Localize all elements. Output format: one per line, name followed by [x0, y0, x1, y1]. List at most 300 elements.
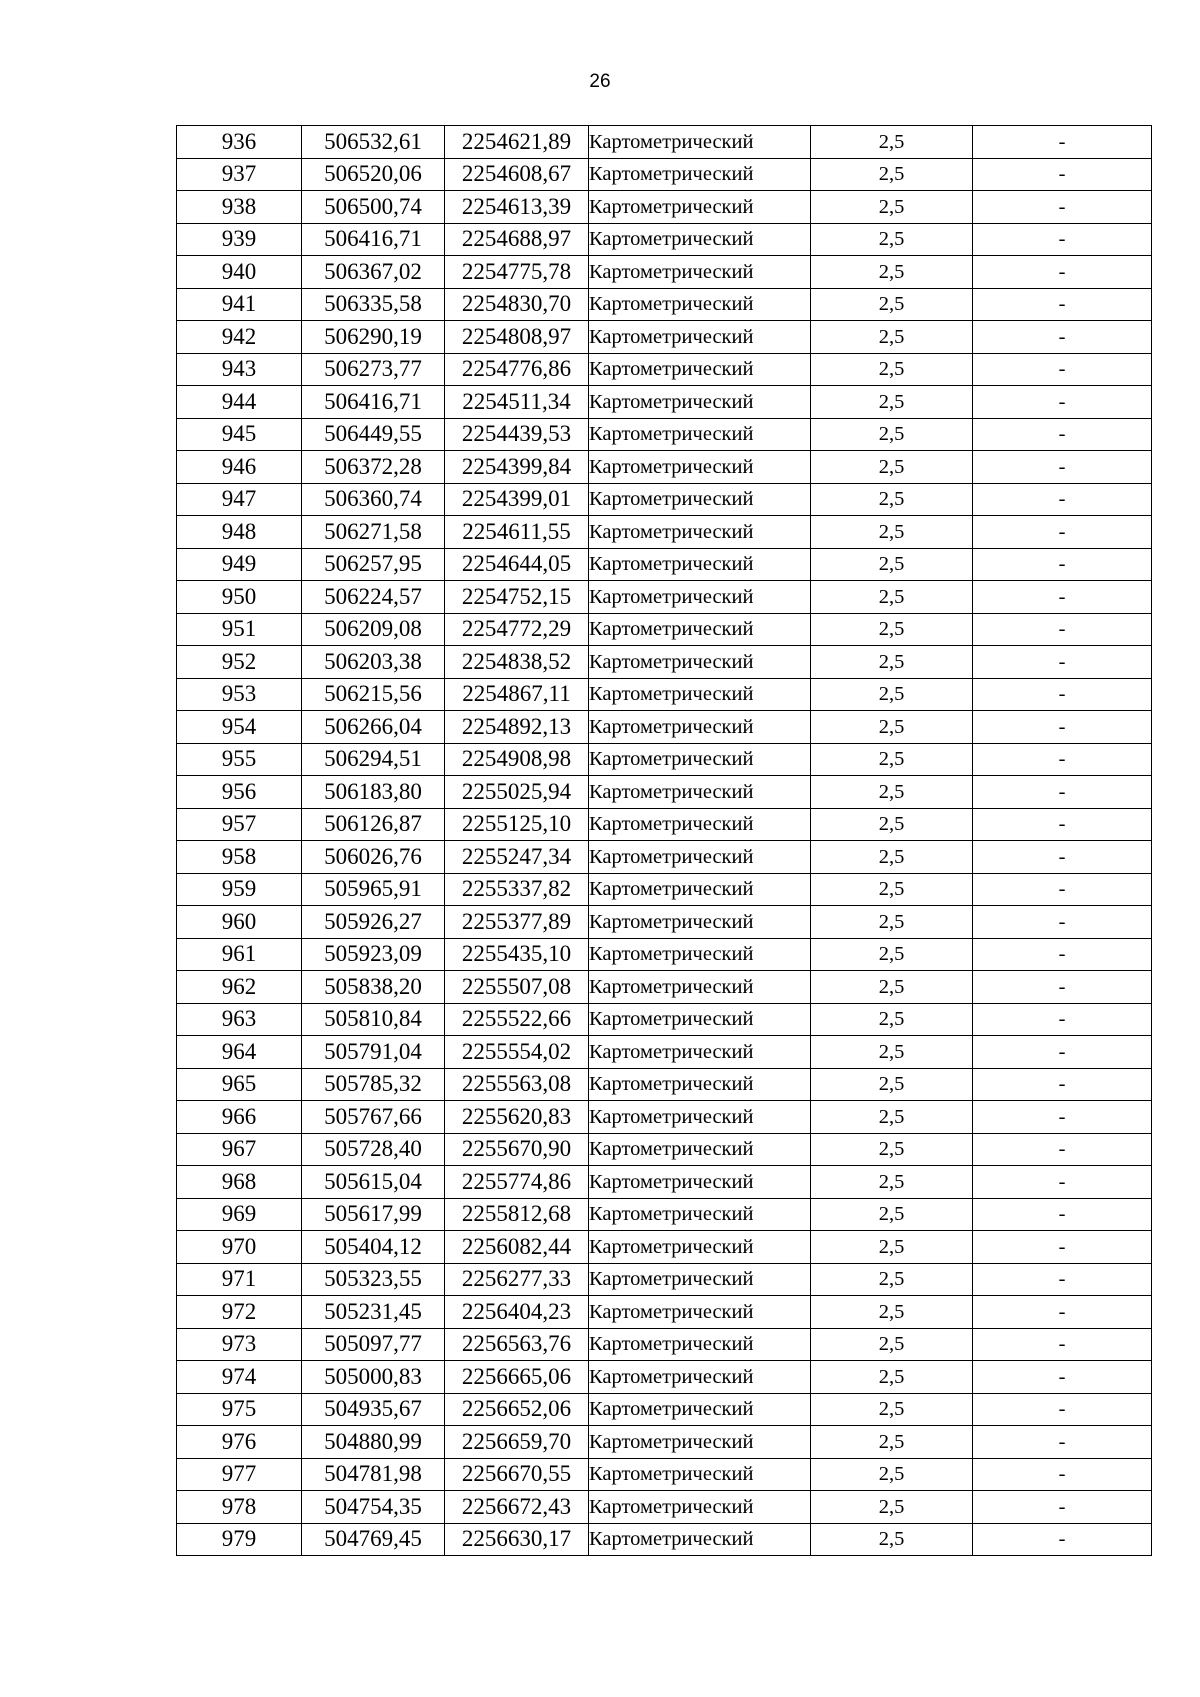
description-cell: - — [973, 223, 1152, 256]
method-cell: Картометрический — [589, 938, 811, 971]
y-coordinate-cell: 2255812,68 — [445, 1198, 589, 1231]
page-number: 26 — [589, 71, 611, 92]
precision-cell: 2,5 — [811, 1328, 973, 1361]
precision-cell: 2,5 — [811, 451, 973, 484]
method-cell: Картометрический — [589, 1523, 811, 1556]
x-coordinate-cell: 505767,66 — [302, 1101, 445, 1134]
precision-cell: 2,5 — [811, 646, 973, 679]
precision-cell: 2,5 — [811, 613, 973, 646]
method-cell: Картометрический — [589, 1101, 811, 1134]
x-coordinate-cell: 506372,28 — [302, 451, 445, 484]
point-number-cell: 976 — [177, 1426, 302, 1459]
point-number-cell: 945 — [177, 418, 302, 451]
precision-cell: 2,5 — [811, 158, 973, 191]
table-row — [177, 743, 1152, 776]
precision-cell: 2,5 — [811, 711, 973, 744]
table-row — [177, 581, 1152, 614]
method-cell: Картометрический — [589, 1458, 811, 1491]
method-cell: Картометрический — [589, 353, 811, 386]
precision-cell: 2,5 — [811, 1263, 973, 1296]
precision-cell: 2,5 — [811, 126, 973, 159]
description-cell: - — [973, 1491, 1152, 1524]
point-number-cell: 964 — [177, 1036, 302, 1069]
precision-cell: 2,5 — [811, 1361, 973, 1394]
precision-cell: 2,5 — [811, 353, 973, 386]
x-coordinate-cell: 506224,57 — [302, 581, 445, 614]
table-row — [177, 418, 1152, 451]
x-coordinate-cell: 504769,45 — [302, 1523, 445, 1556]
x-coordinate-cell: 506367,02 — [302, 256, 445, 289]
method-cell: Картометрический — [589, 776, 811, 809]
method-cell: Картометрический — [589, 1328, 811, 1361]
method-cell: Картометрический — [589, 743, 811, 776]
point-number-cell: 971 — [177, 1263, 302, 1296]
point-number-cell: 961 — [177, 938, 302, 971]
point-number-cell: 948 — [177, 516, 302, 549]
precision-cell: 2,5 — [811, 581, 973, 614]
description-cell: - — [973, 1263, 1152, 1296]
x-coordinate-cell: 505615,04 — [302, 1166, 445, 1199]
precision-cell: 2,5 — [811, 1393, 973, 1426]
y-coordinate-cell: 2254399,84 — [445, 451, 589, 484]
table-row — [177, 288, 1152, 321]
point-number-cell: 952 — [177, 646, 302, 679]
table-row — [177, 158, 1152, 191]
precision-cell: 2,5 — [811, 1426, 973, 1459]
precision-cell: 2,5 — [811, 223, 973, 256]
x-coordinate-cell: 506183,80 — [302, 776, 445, 809]
precision-cell: 2,5 — [811, 483, 973, 516]
y-coordinate-cell: 2256277,33 — [445, 1263, 589, 1296]
y-coordinate-cell: 2255774,86 — [445, 1166, 589, 1199]
description-cell: - — [973, 971, 1152, 1004]
method-cell: Картометрический — [589, 1133, 811, 1166]
method-cell: Картометрический — [589, 158, 811, 191]
table-row — [177, 1133, 1152, 1166]
table-row — [177, 516, 1152, 549]
point-number-cell: 949 — [177, 548, 302, 581]
precision-cell: 2,5 — [811, 1296, 973, 1329]
description-cell: - — [973, 1198, 1152, 1231]
y-coordinate-cell: 2255125,10 — [445, 808, 589, 841]
method-cell: Картометрический — [589, 1361, 811, 1394]
y-coordinate-cell: 2255337,82 — [445, 873, 589, 906]
y-coordinate-cell: 2254608,67 — [445, 158, 589, 191]
x-coordinate-cell: 506520,06 — [302, 158, 445, 191]
table-row — [177, 1231, 1152, 1264]
y-coordinate-cell: 2254644,05 — [445, 548, 589, 581]
description-cell: - — [973, 873, 1152, 906]
x-coordinate-cell: 504880,99 — [302, 1426, 445, 1459]
y-coordinate-cell: 2255025,94 — [445, 776, 589, 809]
method-cell: Картометрический — [589, 711, 811, 744]
point-number-cell: 940 — [177, 256, 302, 289]
point-number-cell: 962 — [177, 971, 302, 1004]
precision-cell: 2,5 — [811, 873, 973, 906]
method-cell: Картометрический — [589, 841, 811, 874]
precision-cell: 2,5 — [811, 1523, 973, 1556]
description-cell: - — [973, 938, 1152, 971]
precision-cell: 2,5 — [811, 516, 973, 549]
y-coordinate-cell: 2256665,06 — [445, 1361, 589, 1394]
point-number-cell: 967 — [177, 1133, 302, 1166]
x-coordinate-cell: 505926,27 — [302, 906, 445, 939]
description-cell: - — [973, 1166, 1152, 1199]
y-coordinate-cell: 2256082,44 — [445, 1231, 589, 1264]
x-coordinate-cell: 505791,04 — [302, 1036, 445, 1069]
table-row — [177, 353, 1152, 386]
table-row — [177, 1036, 1152, 1069]
table-row — [177, 1263, 1152, 1296]
point-number-cell: 947 — [177, 483, 302, 516]
x-coordinate-cell: 505097,77 — [302, 1328, 445, 1361]
method-cell: Картометрический — [589, 581, 811, 614]
x-coordinate-cell: 505838,20 — [302, 971, 445, 1004]
method-cell: Картометрический — [589, 1491, 811, 1524]
description-cell: - — [973, 126, 1152, 159]
method-cell: Картометрический — [589, 548, 811, 581]
point-number-cell: 955 — [177, 743, 302, 776]
description-cell: - — [973, 1458, 1152, 1491]
y-coordinate-cell: 2255247,34 — [445, 841, 589, 874]
description-cell: - — [973, 1231, 1152, 1264]
point-number-cell: 937 — [177, 158, 302, 191]
x-coordinate-cell: 506209,08 — [302, 613, 445, 646]
table-row — [177, 711, 1152, 744]
x-coordinate-cell: 506416,71 — [302, 386, 445, 419]
description-cell: - — [973, 483, 1152, 516]
table-row — [177, 613, 1152, 646]
x-coordinate-cell: 506203,38 — [302, 646, 445, 679]
precision-cell: 2,5 — [811, 906, 973, 939]
table-row — [177, 646, 1152, 679]
x-coordinate-cell: 505323,55 — [302, 1263, 445, 1296]
y-coordinate-cell: 2254892,13 — [445, 711, 589, 744]
description-cell: - — [973, 158, 1152, 191]
x-coordinate-cell: 506271,58 — [302, 516, 445, 549]
description-cell: - — [973, 321, 1152, 354]
point-number-cell: 938 — [177, 191, 302, 224]
description-cell: - — [973, 1068, 1152, 1101]
y-coordinate-cell: 2254772,29 — [445, 613, 589, 646]
x-coordinate-cell: 505000,83 — [302, 1361, 445, 1394]
table-row — [177, 1361, 1152, 1394]
x-coordinate-cell: 504935,67 — [302, 1393, 445, 1426]
precision-cell: 2,5 — [811, 1491, 973, 1524]
table-row — [177, 873, 1152, 906]
table-row — [177, 1523, 1152, 1556]
point-number-cell: 965 — [177, 1068, 302, 1101]
table-row — [177, 548, 1152, 581]
point-number-cell: 936 — [177, 126, 302, 159]
point-number-cell: 957 — [177, 808, 302, 841]
method-cell: Картометрический — [589, 1231, 811, 1264]
precision-cell: 2,5 — [811, 1231, 973, 1264]
y-coordinate-cell: 2254775,78 — [445, 256, 589, 289]
method-cell: Картометрический — [589, 1296, 811, 1329]
table-row — [177, 971, 1152, 1004]
description-cell: - — [973, 906, 1152, 939]
y-coordinate-cell: 2256672,43 — [445, 1491, 589, 1524]
method-cell: Картометрический — [589, 873, 811, 906]
description-cell: - — [973, 646, 1152, 679]
x-coordinate-cell: 506290,19 — [302, 321, 445, 354]
point-number-cell: 946 — [177, 451, 302, 484]
point-number-cell: 973 — [177, 1328, 302, 1361]
x-coordinate-cell: 505923,09 — [302, 938, 445, 971]
precision-cell: 2,5 — [811, 386, 973, 419]
description-cell: - — [973, 776, 1152, 809]
x-coordinate-cell: 505810,84 — [302, 1003, 445, 1036]
point-number-cell: 977 — [177, 1458, 302, 1491]
precision-cell: 2,5 — [811, 841, 973, 874]
y-coordinate-cell: 2254908,98 — [445, 743, 589, 776]
y-coordinate-cell: 2254838,52 — [445, 646, 589, 679]
y-coordinate-cell: 2256659,70 — [445, 1426, 589, 1459]
x-coordinate-cell: 505965,91 — [302, 873, 445, 906]
table-row — [177, 906, 1152, 939]
precision-cell: 2,5 — [811, 776, 973, 809]
method-cell: Картометрический — [589, 386, 811, 419]
description-cell: - — [973, 743, 1152, 776]
method-cell: Картометрический — [589, 1263, 811, 1296]
table-row — [177, 451, 1152, 484]
y-coordinate-cell: 2254399,01 — [445, 483, 589, 516]
precision-cell: 2,5 — [811, 191, 973, 224]
description-cell: - — [973, 678, 1152, 711]
x-coordinate-cell: 506026,76 — [302, 841, 445, 874]
y-coordinate-cell: 2255670,90 — [445, 1133, 589, 1166]
description-cell: - — [973, 1328, 1152, 1361]
precision-cell: 2,5 — [811, 678, 973, 711]
description-cell: - — [973, 353, 1152, 386]
description-cell: - — [973, 1101, 1152, 1134]
precision-cell: 2,5 — [811, 743, 973, 776]
y-coordinate-cell: 2254439,53 — [445, 418, 589, 451]
table-row — [177, 1198, 1152, 1231]
method-cell: Картометрический — [589, 418, 811, 451]
point-number-cell: 950 — [177, 581, 302, 614]
point-number-cell: 972 — [177, 1296, 302, 1329]
precision-cell: 2,5 — [811, 808, 973, 841]
table-row — [177, 256, 1152, 289]
point-number-cell: 974 — [177, 1361, 302, 1394]
y-coordinate-cell: 2256563,76 — [445, 1328, 589, 1361]
y-coordinate-cell: 2255620,83 — [445, 1101, 589, 1134]
description-cell: - — [973, 191, 1152, 224]
x-coordinate-cell: 506215,56 — [302, 678, 445, 711]
precision-cell: 2,5 — [811, 321, 973, 354]
description-cell: - — [973, 516, 1152, 549]
description-cell: - — [973, 841, 1152, 874]
table-row — [177, 1166, 1152, 1199]
method-cell: Картометрический — [589, 288, 811, 321]
y-coordinate-cell: 2255507,08 — [445, 971, 589, 1004]
precision-cell: 2,5 — [811, 1101, 973, 1134]
description-cell: - — [973, 386, 1152, 419]
description-cell: - — [973, 711, 1152, 744]
table-row — [177, 808, 1152, 841]
y-coordinate-cell: 2254808,97 — [445, 321, 589, 354]
description-cell: - — [973, 1393, 1152, 1426]
description-cell: - — [973, 418, 1152, 451]
precision-cell: 2,5 — [811, 418, 973, 451]
x-coordinate-cell: 505404,12 — [302, 1231, 445, 1264]
x-coordinate-cell: 505785,32 — [302, 1068, 445, 1101]
y-coordinate-cell: 2256404,23 — [445, 1296, 589, 1329]
description-cell: - — [973, 1003, 1152, 1036]
table-row — [177, 776, 1152, 809]
precision-cell: 2,5 — [811, 971, 973, 1004]
table-row — [177, 483, 1152, 516]
y-coordinate-cell: 2256652,06 — [445, 1393, 589, 1426]
point-number-cell: 944 — [177, 386, 302, 419]
table-row — [177, 841, 1152, 874]
precision-cell: 2,5 — [811, 548, 973, 581]
description-cell: - — [973, 808, 1152, 841]
table-row — [177, 1296, 1152, 1329]
method-cell: Картометрический — [589, 1198, 811, 1231]
table-row — [177, 1491, 1152, 1524]
point-number-cell: 978 — [177, 1491, 302, 1524]
x-coordinate-cell: 506266,04 — [302, 711, 445, 744]
x-coordinate-cell: 506335,58 — [302, 288, 445, 321]
point-number-cell: 958 — [177, 841, 302, 874]
description-cell: - — [973, 1523, 1152, 1556]
method-cell: Картометрический — [589, 516, 811, 549]
table-row — [177, 678, 1152, 711]
y-coordinate-cell: 2254830,70 — [445, 288, 589, 321]
method-cell: Картометрический — [589, 483, 811, 516]
description-cell: - — [973, 288, 1152, 321]
method-cell: Картометрический — [589, 1003, 811, 1036]
x-coordinate-cell: 506257,95 — [302, 548, 445, 581]
method-cell: Картометрический — [589, 1068, 811, 1101]
method-cell: Картометрический — [589, 613, 811, 646]
description-cell: - — [973, 548, 1152, 581]
method-cell: Картометрический — [589, 451, 811, 484]
method-cell: Картометрический — [589, 223, 811, 256]
precision-cell: 2,5 — [811, 1036, 973, 1069]
table-row — [177, 1068, 1152, 1101]
table-row — [177, 1328, 1152, 1361]
y-coordinate-cell: 2255435,10 — [445, 938, 589, 971]
method-cell: Картометрический — [589, 256, 811, 289]
point-number-cell: 959 — [177, 873, 302, 906]
point-number-cell: 966 — [177, 1101, 302, 1134]
description-cell: - — [973, 256, 1152, 289]
coordinates-table — [176, 125, 1152, 1556]
y-coordinate-cell: 2256670,55 — [445, 1458, 589, 1491]
table-row — [177, 938, 1152, 971]
x-coordinate-cell: 505231,45 — [302, 1296, 445, 1329]
method-cell: Картометрический — [589, 971, 811, 1004]
coordinates-table-body — [177, 126, 1152, 1556]
method-cell: Картометрический — [589, 646, 811, 679]
method-cell: Картометрический — [589, 191, 811, 224]
x-coordinate-cell: 506273,77 — [302, 353, 445, 386]
table-row — [177, 321, 1152, 354]
x-coordinate-cell: 506532,61 — [302, 126, 445, 159]
precision-cell: 2,5 — [811, 938, 973, 971]
description-cell: - — [973, 613, 1152, 646]
description-cell: - — [973, 1133, 1152, 1166]
y-coordinate-cell: 2254613,39 — [445, 191, 589, 224]
point-number-cell: 943 — [177, 353, 302, 386]
method-cell: Картометрический — [589, 678, 811, 711]
x-coordinate-cell: 506416,71 — [302, 223, 445, 256]
y-coordinate-cell: 2254867,11 — [445, 678, 589, 711]
point-number-cell: 975 — [177, 1393, 302, 1426]
description-cell: - — [973, 581, 1152, 614]
precision-cell: 2,5 — [811, 1133, 973, 1166]
table-row — [177, 1458, 1152, 1491]
method-cell: Картометрический — [589, 1393, 811, 1426]
description-cell: - — [973, 1036, 1152, 1069]
table-row — [177, 1426, 1152, 1459]
point-number-cell: 942 — [177, 321, 302, 354]
precision-cell: 2,5 — [811, 1166, 973, 1199]
x-coordinate-cell: 506294,51 — [302, 743, 445, 776]
table-row — [177, 223, 1152, 256]
table-row — [177, 1393, 1152, 1426]
y-coordinate-cell: 2255377,89 — [445, 906, 589, 939]
point-number-cell: 951 — [177, 613, 302, 646]
method-cell: Картометрический — [589, 321, 811, 354]
point-number-cell: 979 — [177, 1523, 302, 1556]
description-cell: - — [973, 451, 1152, 484]
point-number-cell: 954 — [177, 711, 302, 744]
point-number-cell: 941 — [177, 288, 302, 321]
y-coordinate-cell: 2254611,55 — [445, 516, 589, 549]
method-cell: Картометрический — [589, 1426, 811, 1459]
y-coordinate-cell: 2255563,08 — [445, 1068, 589, 1101]
point-number-cell: 956 — [177, 776, 302, 809]
x-coordinate-cell: 506449,55 — [302, 418, 445, 451]
description-cell: - — [973, 1296, 1152, 1329]
precision-cell: 2,5 — [811, 1458, 973, 1491]
x-coordinate-cell: 506126,87 — [302, 808, 445, 841]
x-coordinate-cell: 505617,99 — [302, 1198, 445, 1231]
x-coordinate-cell: 504781,98 — [302, 1458, 445, 1491]
table-row — [177, 191, 1152, 224]
method-cell: Картометрический — [589, 906, 811, 939]
precision-cell: 2,5 — [811, 256, 973, 289]
y-coordinate-cell: 2256630,17 — [445, 1523, 589, 1556]
x-coordinate-cell: 504754,35 — [302, 1491, 445, 1524]
precision-cell: 2,5 — [811, 1003, 973, 1036]
point-number-cell: 970 — [177, 1231, 302, 1264]
x-coordinate-cell: 506360,74 — [302, 483, 445, 516]
x-coordinate-cell: 505728,40 — [302, 1133, 445, 1166]
y-coordinate-cell: 2254752,15 — [445, 581, 589, 614]
precision-cell: 2,5 — [811, 1198, 973, 1231]
table-row — [177, 1003, 1152, 1036]
y-coordinate-cell: 2255554,02 — [445, 1036, 589, 1069]
point-number-cell: 953 — [177, 678, 302, 711]
description-cell: - — [973, 1426, 1152, 1459]
y-coordinate-cell: 2254621,89 — [445, 126, 589, 159]
precision-cell: 2,5 — [811, 1068, 973, 1101]
y-coordinate-cell: 2254511,34 — [445, 386, 589, 419]
y-coordinate-cell: 2254688,97 — [445, 223, 589, 256]
point-number-cell: 963 — [177, 1003, 302, 1036]
y-coordinate-cell: 2254776,86 — [445, 353, 589, 386]
point-number-cell: 968 — [177, 1166, 302, 1199]
table-row — [177, 386, 1152, 419]
method-cell: Картометрический — [589, 126, 811, 159]
point-number-cell: 969 — [177, 1198, 302, 1231]
